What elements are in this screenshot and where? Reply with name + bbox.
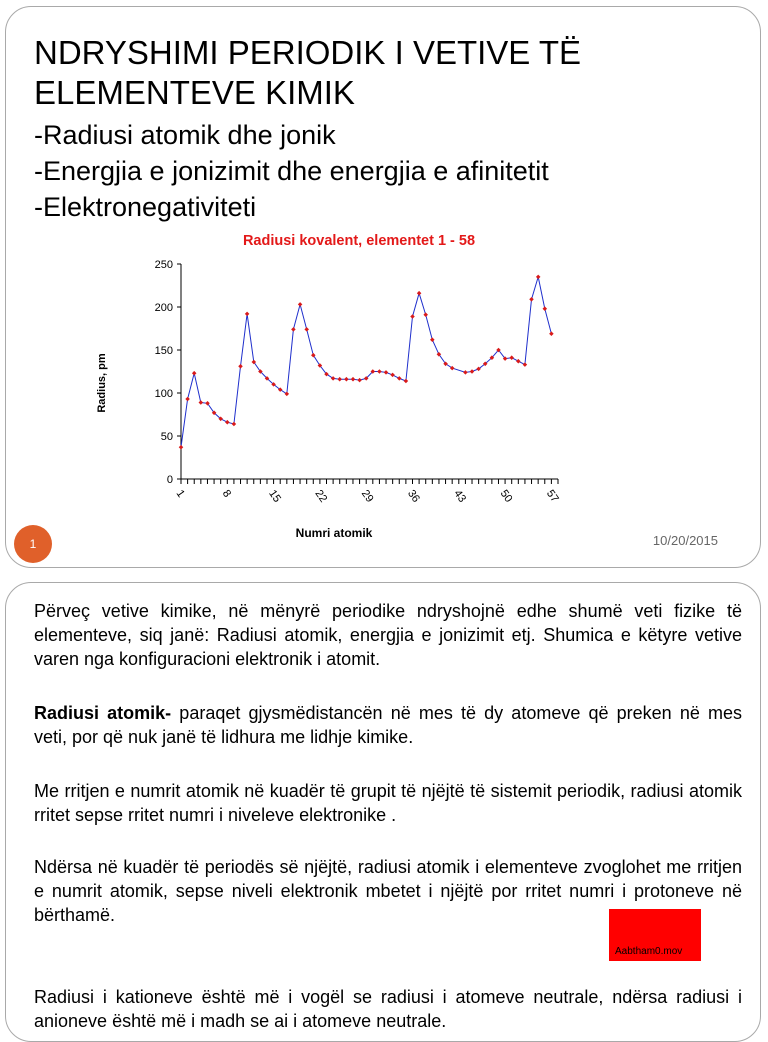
x-tick-label: 29	[358, 487, 376, 505]
x-tick-label: 43	[451, 487, 469, 505]
y-tick-label: 250	[154, 259, 173, 271]
series-line	[181, 277, 551, 447]
x-tick-label: 50	[497, 487, 515, 505]
bullet-item: -Radiusi atomik dhe jonik	[34, 120, 336, 150]
bullet-list	[34, 117, 549, 225]
slide-2	[5, 582, 761, 1042]
bullet-item: -Energjia e jonizimit dhe energjia e afinitetit	[34, 156, 549, 186]
data-point	[423, 312, 428, 317]
data-point	[549, 331, 554, 336]
data-point	[377, 369, 382, 374]
data-point	[430, 337, 435, 342]
y-tick-label: 50	[160, 431, 173, 443]
x-tick-label: 36	[405, 487, 422, 505]
data-point	[543, 306, 548, 311]
data-point	[192, 371, 197, 376]
video-filename: Aabtham0.mov	[615, 946, 683, 957]
x-tick-label: 15	[266, 487, 283, 505]
data-point	[397, 376, 402, 381]
data-point	[298, 302, 303, 307]
x-tick-label: 1	[173, 487, 187, 500]
paragraph-group-trend: Me rritjen e numrit atomik në kuadër të grupit të njëjtë të sistemit periodik, radiusi atomik rritet sepse rritet numri i niveleve elektronike .	[34, 781, 742, 825]
radius-chart	[76, 223, 596, 543]
data-point	[291, 327, 296, 332]
data-point	[185, 397, 190, 402]
data-point	[337, 377, 342, 382]
data-point	[390, 373, 395, 378]
data-point	[529, 297, 534, 302]
data-point	[509, 355, 514, 360]
data-point	[470, 369, 475, 374]
paragraph-period-trend: Ndërsa në kuadër të periodës së njëjtë, radiusi atomik i elementeve zvoglohet me rritjen e numrit atomik, sepse niveli elektronik mbetet i njëjtë por rritet numri i protoneve në bërthamë.	[34, 857, 742, 925]
chart-title: Radiusi kovalent, elementet 1 - 58	[242, 233, 476, 249]
paragraph-intro: Përveç vetive kimike, në mënyrë periodike ndryshojnë edhe shumë veti fizike të elementeve, siq janë: Radiusi atomik, energjia e jonizimit etj. Shumica e këtyre vetive varen nga konfiguracioni elektronik i atomit.	[34, 601, 742, 669]
y-tick-label: 100	[154, 388, 173, 400]
data-point	[410, 314, 415, 319]
y-tick-label: 150	[154, 345, 173, 357]
y-axis-label: Radius, pm	[96, 353, 108, 413]
slide-title: NDRYSHIMI PERIODIK I VETIVE TË ELEMENTEVE KIMIK	[34, 34, 582, 111]
slide-date: 10/20/2015	[652, 533, 718, 548]
y-tick-label: 200	[154, 302, 173, 314]
video-embed[interactable]	[609, 909, 701, 961]
data-point	[179, 445, 184, 450]
definition-text: paraqet gjysmëdistancën në mes të dy atomeve që preken në mes veti, por që nuk janë të lidhura me lidhje kimike.	[34, 703, 742, 747]
data-point	[225, 420, 230, 425]
data-point	[245, 312, 250, 317]
x-tick-label: 22	[312, 487, 330, 505]
data-point	[523, 362, 528, 367]
x-tick-label: 8	[219, 487, 234, 500]
paragraph-ions: Radiusi i kationeve është më i vogël se radiusi i atomeve neutrale, ndërsa radiusi i anioneve është më i madh se ai i atomeve neutrale.	[34, 987, 742, 1031]
data-point	[304, 327, 309, 332]
bullet-item: -Elektronegativiteti	[34, 192, 257, 222]
paragraph-definition	[34, 701, 742, 749]
data-point	[463, 370, 468, 375]
data-point	[344, 377, 349, 382]
data-point	[417, 291, 422, 296]
data-point	[516, 359, 521, 364]
data-point	[238, 364, 243, 369]
y-tick-label: 0	[166, 474, 173, 486]
data-point	[232, 422, 237, 427]
data-point	[357, 378, 362, 383]
term-atomic-radius: Radiusi atomik-	[34, 703, 172, 723]
data-point	[199, 400, 204, 405]
data-point	[351, 377, 356, 382]
data-point	[536, 275, 541, 280]
x-tick-label: 57	[543, 487, 561, 505]
slide-1	[5, 6, 761, 568]
data-point	[384, 370, 389, 375]
data-point	[404, 379, 409, 384]
x-axis-label: Numri atomik	[295, 526, 373, 540]
slide-number-badge: 1	[14, 525, 52, 563]
